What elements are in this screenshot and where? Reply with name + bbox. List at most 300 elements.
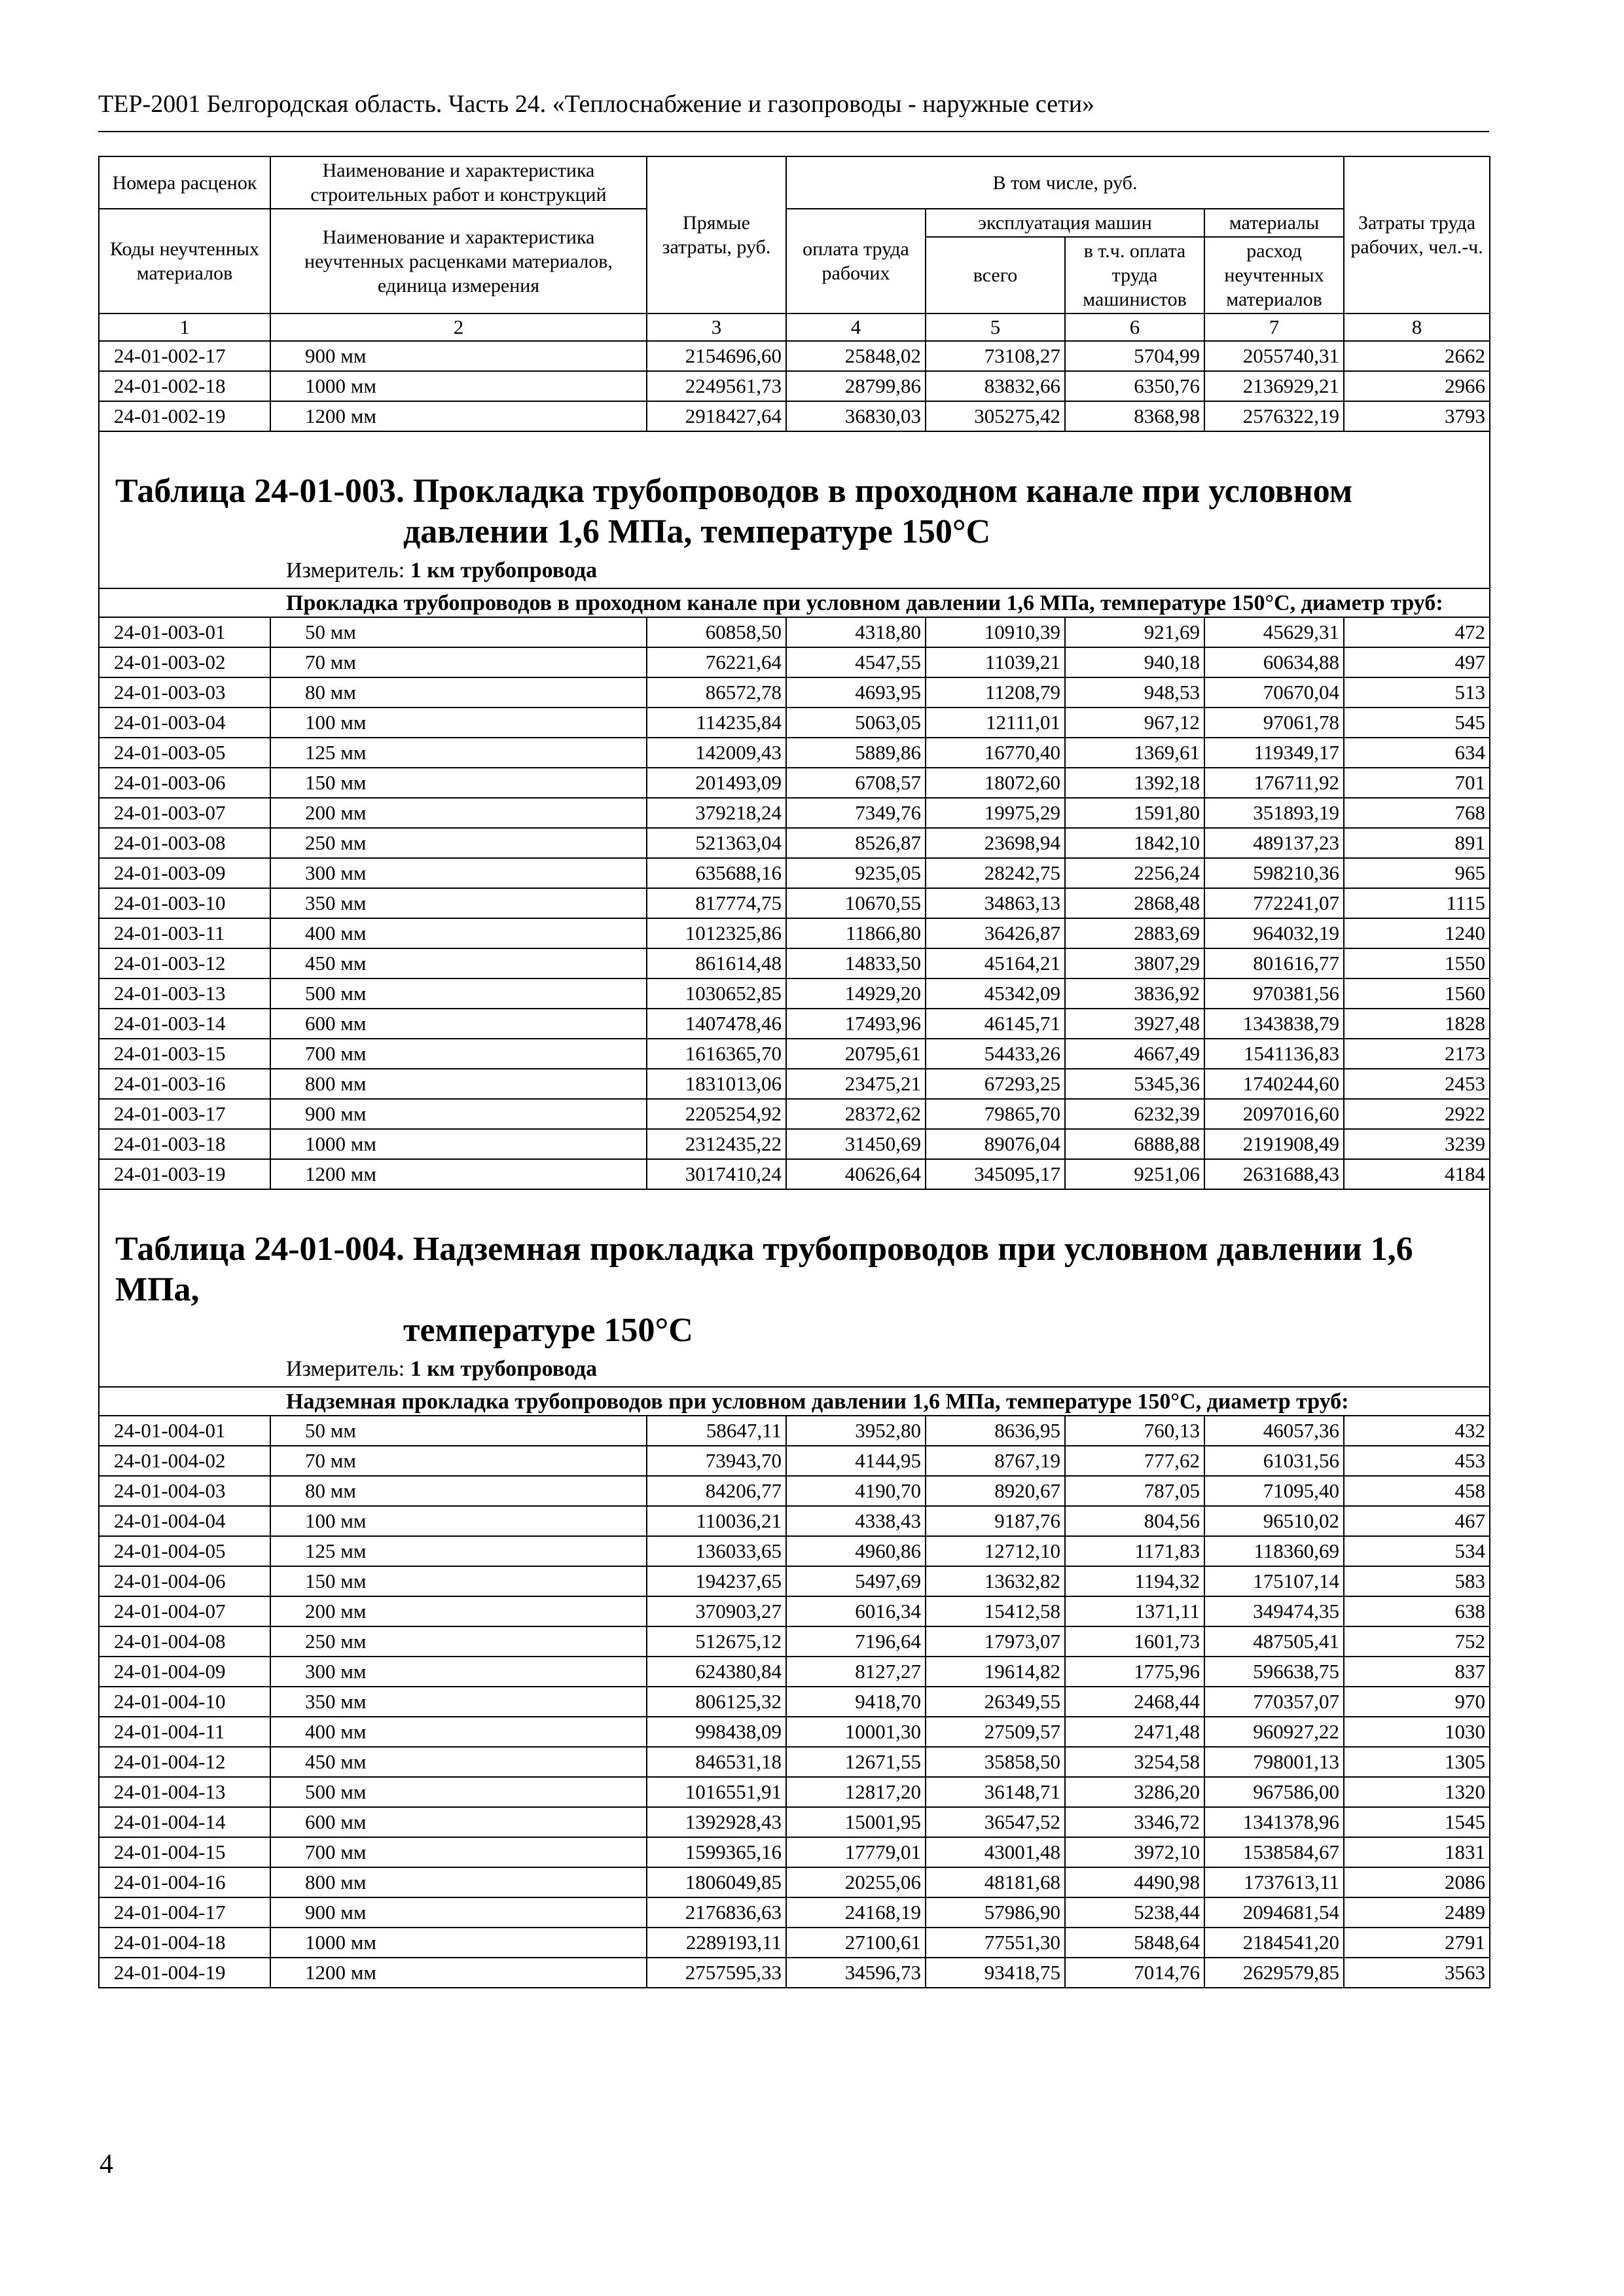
cell-worker-pay: 31450,69	[786, 1129, 926, 1159]
cell-diameter: 700 мм	[270, 1837, 647, 1867]
cell-labor-hours: 970	[1344, 1687, 1490, 1717]
table-row	[99, 888, 1490, 918]
cell-worker-pay: 9235,05	[786, 858, 926, 888]
cell-rate-code: 24-01-004-09	[99, 1657, 270, 1687]
cell-material-use: 70670,04	[1204, 677, 1344, 708]
table-row	[99, 1099, 1490, 1129]
cell-worker-pay: 14929,20	[786, 978, 926, 1009]
cell-machinist-pay: 3836,92	[1065, 978, 1204, 1009]
measure-value: 1 км трубопровода	[410, 1357, 598, 1381]
col-header-direct-costs: Прямые затраты, руб.	[647, 156, 786, 314]
table-row	[99, 918, 1490, 948]
cell-diameter: 900 мм	[270, 341, 647, 371]
cell-material-use: 2094681,54	[1204, 1897, 1344, 1928]
cell-direct-costs: 512675,12	[647, 1626, 786, 1657]
cell-direct-costs: 635688,16	[647, 858, 786, 888]
cell-machines-total: 28242,75	[926, 858, 1065, 888]
cell-diameter: 1000 мм	[270, 1928, 647, 1958]
cell-machinist-pay: 4490,98	[1065, 1867, 1204, 1897]
cell-diameter: 900 мм	[270, 1099, 647, 1129]
cell-rate-code: 24-01-004-10	[99, 1687, 270, 1717]
cell-worker-pay: 9418,70	[786, 1687, 926, 1717]
cell-material-use: 71095,40	[1204, 1476, 1344, 1506]
cell-worker-pay: 7196,64	[786, 1626, 926, 1657]
section-title: Прокладка трубопроводов в проходном канале при условном давлении 1,6 МПа, температуре 150°С, диаметр труб:	[99, 588, 1490, 617]
cell-machinist-pay: 4667,49	[1065, 1039, 1204, 1069]
cell-direct-costs: 84206,77	[647, 1476, 786, 1506]
cell-material-use: 970381,56	[1204, 978, 1344, 1009]
cell-machines-total: 36547,52	[926, 1807, 1065, 1837]
cell-diameter: 125 мм	[270, 1536, 647, 1566]
cell-machinist-pay: 5848,64	[1065, 1928, 1204, 1958]
cell-material-use: 1740244,60	[1204, 1069, 1344, 1099]
cell-diameter: 800 мм	[270, 1867, 647, 1897]
table-title-cell	[99, 431, 1490, 552]
measure-label: Измеритель:	[286, 1357, 405, 1381]
cell-material-use: 2097016,60	[1204, 1099, 1344, 1129]
cell-direct-costs: 1599365,16	[647, 1837, 786, 1867]
cell-rate-code: 24-01-003-03	[99, 677, 270, 708]
table-title-24-01-004	[107, 1229, 1481, 1351]
cell-rate-code: 24-01-003-12	[99, 948, 270, 978]
cell-machinist-pay: 1591,80	[1065, 798, 1204, 828]
cell-machinist-pay: 5704,99	[1065, 341, 1204, 371]
cell-diameter: 150 мм	[270, 768, 647, 798]
cell-worker-pay: 17493,96	[786, 1009, 926, 1039]
cell-labor-hours: 2966	[1344, 371, 1490, 401]
cell-machines-total: 8767,19	[926, 1446, 1065, 1476]
cell-worker-pay: 4693,95	[786, 677, 926, 708]
cell-material-use: 1341378,96	[1204, 1807, 1344, 1837]
cell-direct-costs: 806125,32	[647, 1687, 786, 1717]
cell-machines-total: 46145,71	[926, 1009, 1065, 1039]
cell-labor-hours: 2662	[1344, 341, 1490, 371]
rates-table	[98, 156, 1490, 1988]
table-row	[99, 1958, 1490, 1988]
header-rule	[98, 131, 1489, 132]
cell-machines-total: 48181,68	[926, 1867, 1065, 1897]
cell-direct-costs: 1012325,86	[647, 918, 786, 948]
cell-machines-total: 45164,21	[926, 948, 1065, 978]
cell-material-use: 45629,31	[1204, 617, 1344, 647]
cell-material-use: 2629579,85	[1204, 1958, 1344, 1988]
cell-rate-code: 24-01-004-14	[99, 1807, 270, 1837]
cell-worker-pay: 4318,80	[786, 617, 926, 647]
cell-rate-code: 24-01-004-01	[99, 1416, 270, 1446]
cell-diameter: 500 мм	[270, 1777, 647, 1807]
table-row	[99, 1476, 1490, 1506]
cell-material-use: 2055740,31	[1204, 341, 1344, 371]
table-title-row	[99, 1189, 1490, 1351]
table-row	[99, 1687, 1490, 1717]
table-row	[99, 1159, 1490, 1189]
table-row	[99, 948, 1490, 978]
cell-rate-code: 24-01-003-04	[99, 708, 270, 738]
cell-worker-pay: 4547,55	[786, 647, 926, 677]
cell-direct-costs: 2918427,64	[647, 401, 786, 431]
cell-labor-hours: 1030	[1344, 1717, 1490, 1747]
cell-machines-total: 43001,48	[926, 1837, 1065, 1867]
cell-direct-costs: 58647,11	[647, 1416, 786, 1446]
cell-labor-hours: 2173	[1344, 1039, 1490, 1069]
cell-machinist-pay: 1775,96	[1065, 1657, 1204, 1687]
cell-machinist-pay: 5345,36	[1065, 1069, 1204, 1099]
cell-rate-code: 24-01-004-18	[99, 1928, 270, 1958]
cell-rate-code: 24-01-003-07	[99, 798, 270, 828]
cell-worker-pay: 5889,86	[786, 738, 926, 768]
cell-machinist-pay: 6888,88	[1065, 1129, 1204, 1159]
cell-labor-hours: 583	[1344, 1566, 1490, 1596]
cell-machines-total: 83832,66	[926, 371, 1065, 401]
cell-material-use: 1541136,83	[1204, 1039, 1344, 1069]
cell-machines-total: 11039,21	[926, 647, 1065, 677]
table-row	[99, 1566, 1490, 1596]
cell-machinist-pay: 3286,20	[1065, 1777, 1204, 1807]
cell-diameter: 900 мм	[270, 1897, 647, 1928]
cell-diameter: 50 мм	[270, 617, 647, 647]
cell-worker-pay: 17779,01	[786, 1837, 926, 1867]
table-row	[99, 617, 1490, 647]
cell-direct-costs: 2249561,73	[647, 371, 786, 401]
cell-rate-code: 24-01-003-05	[99, 738, 270, 768]
table-row	[99, 1928, 1490, 1958]
cell-machinist-pay: 760,13	[1065, 1416, 1204, 1446]
cell-direct-costs: 1016551,91	[647, 1777, 786, 1807]
table-row	[99, 1446, 1490, 1476]
table-row	[99, 1747, 1490, 1777]
cell-worker-pay: 12817,20	[786, 1777, 926, 1807]
table-row	[99, 1129, 1490, 1159]
cell-rate-code: 24-01-004-02	[99, 1446, 270, 1476]
cell-direct-costs: 110036,21	[647, 1506, 786, 1536]
cell-direct-costs: 76221,64	[647, 647, 786, 677]
cell-material-use: 96510,02	[1204, 1506, 1344, 1536]
cell-direct-costs: 1392928,43	[647, 1807, 786, 1837]
cell-diameter: 150 мм	[270, 1566, 647, 1596]
table-row	[99, 1837, 1490, 1867]
section-title: Надземная прокладка трубопроводов при условном давлении 1,6 МПа, температуре 150°С, диаметр труб:	[99, 1387, 1490, 1416]
cell-direct-costs: 2205254,92	[647, 1099, 786, 1129]
cell-labor-hours: 472	[1344, 617, 1490, 647]
cell-direct-costs: 817774,75	[647, 888, 786, 918]
cell-labor-hours: 1831	[1344, 1837, 1490, 1867]
cell-worker-pay: 20795,61	[786, 1039, 926, 1069]
cell-labor-hours: 752	[1344, 1626, 1490, 1657]
cell-worker-pay: 4338,43	[786, 1506, 926, 1536]
cell-material-use: 118360,69	[1204, 1536, 1344, 1566]
cell-diameter: 1000 мм	[270, 371, 647, 401]
cell-diameter: 125 мм	[270, 738, 647, 768]
cell-labor-hours: 453	[1344, 1446, 1490, 1476]
cell-rate-code: 24-01-004-05	[99, 1536, 270, 1566]
cell-diameter: 200 мм	[270, 798, 647, 828]
cell-worker-pay: 14833,50	[786, 948, 926, 978]
cell-diameter: 600 мм	[270, 1807, 647, 1837]
cell-worker-pay: 10670,55	[786, 888, 926, 918]
cell-machinist-pay: 5238,44	[1065, 1897, 1204, 1928]
cell-labor-hours: 1828	[1344, 1009, 1490, 1039]
cell-direct-costs: 136033,65	[647, 1536, 786, 1566]
cell-machinist-pay: 8368,98	[1065, 401, 1204, 431]
title-line: температуре 150°С	[403, 1312, 693, 1349]
cell-machines-total: 79865,70	[926, 1099, 1065, 1129]
cell-worker-pay: 28372,62	[786, 1099, 926, 1129]
title-line: давлении 1,6 МПа, температуре 150°С	[403, 513, 991, 550]
cell-rate-code: 24-01-003-19	[99, 1159, 270, 1189]
cell-rate-code: 24-01-003-02	[99, 647, 270, 677]
cell-machinist-pay: 9251,06	[1065, 1159, 1204, 1189]
cell-diameter: 100 мм	[270, 708, 647, 738]
header-row-1	[99, 156, 1490, 209]
cell-labor-hours: 1545	[1344, 1807, 1490, 1837]
cell-machinist-pay: 1392,18	[1065, 768, 1204, 798]
cell-diameter: 100 мм	[270, 1506, 647, 1536]
cell-direct-costs: 86572,78	[647, 677, 786, 708]
measure-row	[99, 552, 1490, 588]
table-row	[99, 647, 1490, 677]
cell-machines-total: 54433,26	[926, 1039, 1065, 1069]
cell-direct-costs: 2154696,60	[647, 341, 786, 371]
cell-worker-pay: 27100,61	[786, 1928, 926, 1958]
table-row	[99, 1009, 1490, 1039]
cell-rate-code: 24-01-004-07	[99, 1596, 270, 1626]
cell-material-use: 798001,13	[1204, 1747, 1344, 1777]
table-row	[99, 677, 1490, 708]
cell-labor-hours: 1305	[1344, 1747, 1490, 1777]
table-row	[99, 1777, 1490, 1807]
cell-worker-pay: 12671,55	[786, 1747, 926, 1777]
cell-worker-pay: 25848,02	[786, 341, 926, 371]
cell-labor-hours: 638	[1344, 1596, 1490, 1626]
cell-machines-total: 19975,29	[926, 798, 1065, 828]
cell-diameter: 500 мм	[270, 978, 647, 1009]
measure-cell	[99, 1351, 1490, 1387]
cell-material-use: 489137,23	[1204, 828, 1344, 858]
col-header-including: В том числе, руб.	[786, 156, 1344, 209]
cell-material-use: 487505,41	[1204, 1626, 1344, 1657]
cell-direct-costs: 1806049,85	[647, 1867, 786, 1897]
cell-labor-hours: 634	[1344, 738, 1490, 768]
cell-machinist-pay: 804,56	[1065, 1506, 1204, 1536]
section-row	[99, 1387, 1490, 1416]
table-title-24-01-003	[107, 471, 1481, 552]
column-number: 4	[786, 314, 926, 341]
cell-direct-costs: 201493,09	[647, 768, 786, 798]
cell-worker-pay: 15001,95	[786, 1807, 926, 1837]
cell-worker-pay: 4190,70	[786, 1476, 926, 1506]
table-row	[99, 978, 1490, 1009]
cell-machinist-pay: 3927,48	[1065, 1009, 1204, 1039]
cell-diameter: 200 мм	[270, 1596, 647, 1626]
col-header-rate-number: Номера расценок	[99, 156, 270, 209]
table-row	[99, 1717, 1490, 1747]
cell-rate-code: 24-01-003-06	[99, 768, 270, 798]
cell-rate-code: 24-01-003-13	[99, 978, 270, 1009]
table-row	[99, 341, 1490, 371]
cell-diameter: 450 мм	[270, 948, 647, 978]
cell-diameter: 1200 мм	[270, 1958, 647, 1988]
cell-machinist-pay: 6232,39	[1065, 1099, 1204, 1129]
cell-machines-total: 36148,71	[926, 1777, 1065, 1807]
cell-labor-hours: 545	[1344, 708, 1490, 738]
cell-diameter: 350 мм	[270, 1687, 647, 1717]
cell-direct-costs: 60858,50	[647, 617, 786, 647]
cell-diameter: 1200 мм	[270, 401, 647, 431]
cell-labor-hours: 3239	[1344, 1129, 1490, 1159]
cell-direct-costs: 142009,43	[647, 738, 786, 768]
cell-material-use: 2136929,21	[1204, 371, 1344, 401]
cell-diameter: 70 мм	[270, 1446, 647, 1476]
cell-direct-costs: 521363,04	[647, 828, 786, 858]
cell-rate-code: 24-01-003-11	[99, 918, 270, 948]
column-number: 6	[1065, 314, 1204, 341]
page-header: ТЕР-2001 Белгородская область. Часть 24. «Теплоснабжение и газопроводы - наружные сети»	[98, 90, 1095, 118]
cell-direct-costs: 3017410,24	[647, 1159, 786, 1189]
cell-worker-pay: 36830,03	[786, 401, 926, 431]
cell-material-use: 960927,22	[1204, 1717, 1344, 1747]
cell-material-use: 2631688,43	[1204, 1159, 1344, 1189]
cell-direct-costs: 624380,84	[647, 1657, 786, 1687]
cell-labor-hours: 3793	[1344, 401, 1490, 431]
cell-diameter: 250 мм	[270, 1626, 647, 1657]
cell-machines-total: 23698,94	[926, 828, 1065, 858]
cell-rate-code: 24-01-004-16	[99, 1867, 270, 1897]
cell-diameter: 1000 мм	[270, 1129, 647, 1159]
cell-labor-hours: 1550	[1344, 948, 1490, 978]
cell-direct-costs: 998438,09	[647, 1717, 786, 1747]
cell-material-use: 46057,36	[1204, 1416, 1344, 1446]
cell-material-use: 1538584,67	[1204, 1837, 1344, 1867]
cell-rate-code: 24-01-003-01	[99, 617, 270, 647]
cell-machines-total: 12712,10	[926, 1536, 1065, 1566]
table-row	[99, 768, 1490, 798]
cell-labor-hours: 2791	[1344, 1928, 1490, 1958]
cell-rate-code: 24-01-004-13	[99, 1777, 270, 1807]
cell-rate-code: 24-01-004-04	[99, 1506, 270, 1536]
cell-worker-pay: 8526,87	[786, 828, 926, 858]
cell-worker-pay: 23475,21	[786, 1069, 926, 1099]
cell-worker-pay: 20255,06	[786, 1867, 926, 1897]
column-number-row	[99, 314, 1490, 341]
table-row	[99, 1626, 1490, 1657]
cell-rate-code: 24-01-003-10	[99, 888, 270, 918]
cell-material-use: 967586,00	[1204, 1777, 1344, 1807]
section-row	[99, 588, 1490, 617]
cell-material-use: 596638,75	[1204, 1657, 1344, 1687]
column-number: 3	[647, 314, 786, 341]
cell-material-use: 772241,07	[1204, 888, 1344, 918]
cell-labor-hours: 1115	[1344, 888, 1490, 918]
cell-labor-hours: 432	[1344, 1416, 1490, 1446]
column-number: 5	[926, 314, 1065, 341]
col-header-material-use: расход неучтенных материалов	[1204, 237, 1344, 314]
cell-diameter: 450 мм	[270, 1747, 647, 1777]
table-row	[99, 401, 1490, 431]
cell-diameter: 300 мм	[270, 1657, 647, 1687]
measure-label: Измеритель:	[286, 558, 405, 583]
cell-material-use: 61031,56	[1204, 1446, 1344, 1476]
cell-rate-code: 24-01-002-17	[99, 341, 270, 371]
cell-machines-total: 345095,17	[926, 1159, 1065, 1189]
cell-rate-code: 24-01-004-06	[99, 1566, 270, 1596]
cell-machines-total: 73108,27	[926, 341, 1065, 371]
cell-rate-code: 24-01-003-15	[99, 1039, 270, 1069]
cell-machinist-pay: 1171,83	[1065, 1536, 1204, 1566]
col-header-machinist-pay: в т.ч. оплата труда машинистов	[1065, 237, 1204, 314]
cell-labor-hours: 965	[1344, 858, 1490, 888]
cell-diameter: 400 мм	[270, 1717, 647, 1747]
cell-direct-costs: 370903,27	[647, 1596, 786, 1626]
cell-labor-hours: 1240	[1344, 918, 1490, 948]
table-row	[99, 738, 1490, 768]
cell-machines-total: 17973,07	[926, 1626, 1065, 1657]
col-header-machines: эксплуатация машин	[926, 209, 1204, 237]
table-row	[99, 1596, 1490, 1626]
cell-worker-pay: 4144,95	[786, 1446, 926, 1476]
table-row	[99, 1506, 1490, 1536]
cell-machinist-pay: 2468,44	[1065, 1687, 1204, 1717]
table-row	[99, 798, 1490, 828]
cell-labor-hours: 534	[1344, 1536, 1490, 1566]
cell-worker-pay: 11866,80	[786, 918, 926, 948]
cell-machines-total: 57986,90	[926, 1897, 1065, 1928]
cell-machines-total: 34863,13	[926, 888, 1065, 918]
cell-machines-total: 13632,82	[926, 1566, 1065, 1596]
measure-row	[99, 1351, 1490, 1387]
table-row	[99, 858, 1490, 888]
cell-machinist-pay: 3346,72	[1065, 1807, 1204, 1837]
cell-labor-hours: 458	[1344, 1476, 1490, 1506]
cell-diameter: 350 мм	[270, 888, 647, 918]
cell-material-use: 2576322,19	[1204, 401, 1344, 431]
measure-cell	[99, 552, 1490, 588]
cell-direct-costs: 1407478,46	[647, 1009, 786, 1039]
column-number: 1	[99, 314, 270, 341]
cell-rate-code: 24-01-004-15	[99, 1837, 270, 1867]
cell-rate-code: 24-01-004-17	[99, 1897, 270, 1928]
cell-rate-code: 24-01-004-08	[99, 1626, 270, 1657]
cell-diameter: 800 мм	[270, 1069, 647, 1099]
cell-material-use: 598210,36	[1204, 858, 1344, 888]
cell-diameter: 50 мм	[270, 1416, 647, 1446]
measure-value: 1 км трубопровода	[410, 558, 598, 583]
cell-diameter: 80 мм	[270, 1476, 647, 1506]
cell-worker-pay: 5063,05	[786, 708, 926, 738]
cell-labor-hours: 768	[1344, 798, 1490, 828]
cell-material-use: 801616,77	[1204, 948, 1344, 978]
cell-material-use: 1343838,79	[1204, 1009, 1344, 1039]
cell-diameter: 300 мм	[270, 858, 647, 888]
cell-machinist-pay: 2883,69	[1065, 918, 1204, 948]
table-row	[99, 1416, 1490, 1446]
cell-direct-costs: 1616365,70	[647, 1039, 786, 1069]
table-row	[99, 828, 1490, 858]
cell-machines-total: 89076,04	[926, 1129, 1065, 1159]
cell-material-use: 1737613,11	[1204, 1867, 1344, 1897]
cell-material-use: 97061,78	[1204, 708, 1344, 738]
cell-worker-pay: 10001,30	[786, 1717, 926, 1747]
cell-material-use: 60634,88	[1204, 647, 1344, 677]
cell-diameter: 700 мм	[270, 1039, 647, 1069]
cell-machines-total: 27509,57	[926, 1717, 1065, 1747]
cell-material-use: 175107,14	[1204, 1566, 1344, 1596]
cell-labor-hours: 3563	[1344, 1958, 1490, 1988]
cell-worker-pay: 6708,57	[786, 768, 926, 798]
page-number: 4	[99, 2149, 113, 2179]
cell-labor-hours: 2489	[1344, 1897, 1490, 1928]
table-row	[99, 1807, 1490, 1837]
cell-machines-total: 18072,60	[926, 768, 1065, 798]
